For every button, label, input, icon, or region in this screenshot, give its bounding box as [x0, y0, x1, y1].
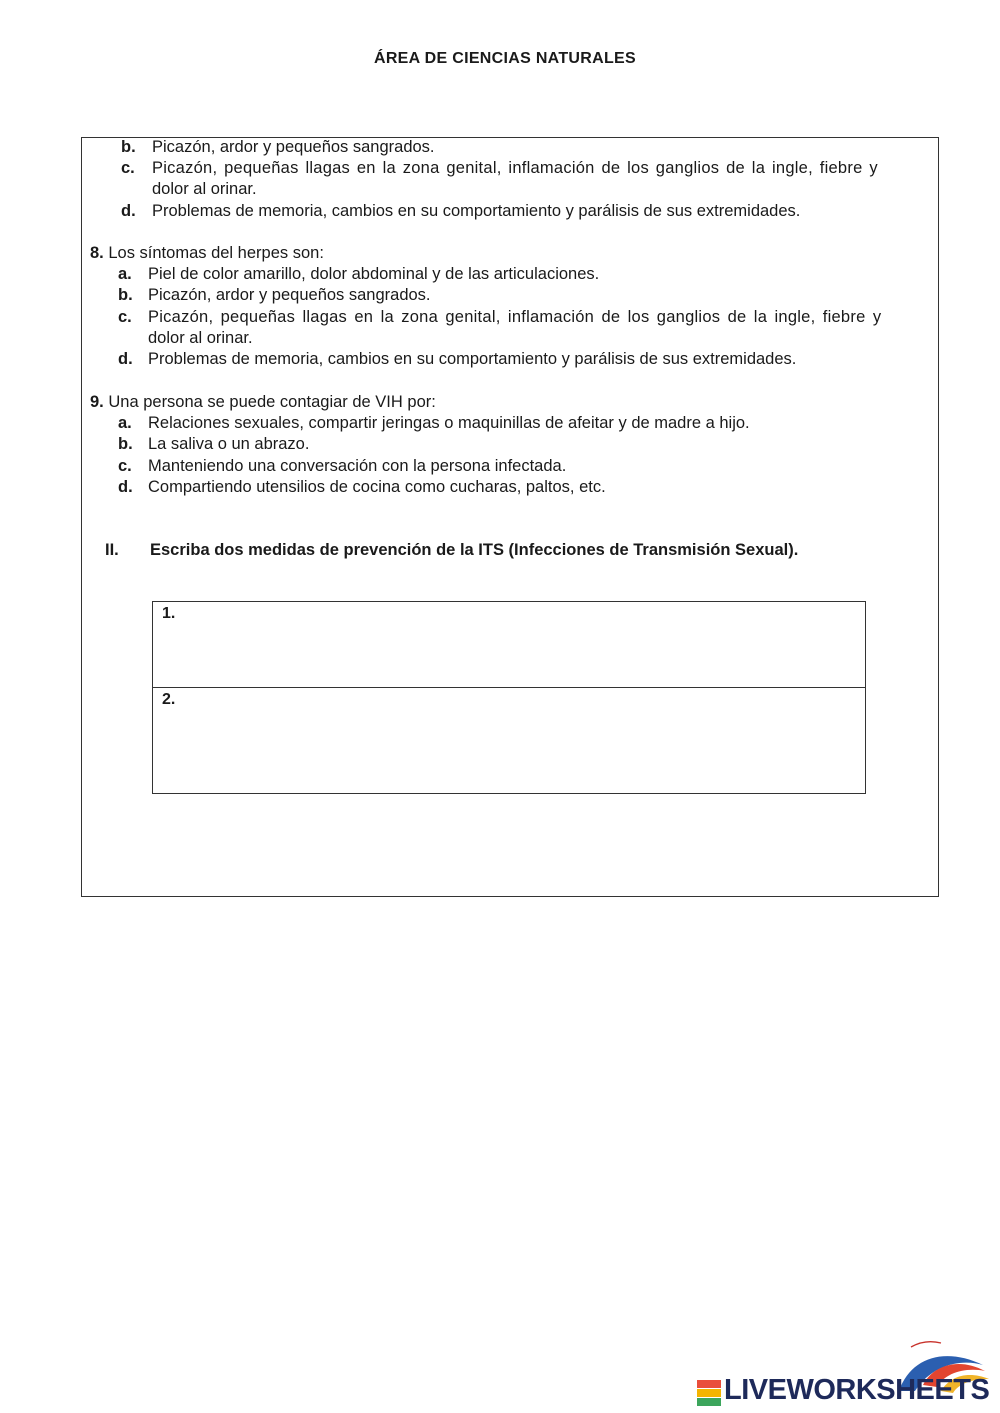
answer-label: 1. — [162, 605, 176, 622]
option-text: Problemas de memoria, cambios en su comportamiento y parálisis de sus extremidades. — [152, 202, 801, 220]
page-title: ÁREA DE CIENCIAS NATURALES — [373, 50, 637, 67]
section-title: Escriba dos medidas de prevención de la ITS (Infecciones de Transmisión Sexual). — [150, 541, 799, 559]
option-text-cont: dolor al orinar. — [148, 329, 253, 347]
option-letter: d. — [121, 202, 136, 220]
badge-bar-red — [697, 1380, 721, 1388]
option-text: Piel de color amarillo, dolor abdominal y de las articulaciones. — [148, 265, 600, 283]
option-letter: b. — [118, 286, 133, 304]
answer-field-1[interactable] — [153, 602, 865, 688]
option-text: Picazón, pequeñas llagas en la zona genital, inflamación de los ganglios de la ingle, fiebre y — [152, 159, 878, 177]
option-text: Picazón, ardor y pequeños sangrados. — [148, 286, 431, 304]
option-text: Picazón, pequeñas llagas en la zona genital, inflamación de los ganglios de la ingle, fiebre y — [148, 308, 882, 326]
option-letter: d. — [118, 350, 133, 368]
section-number: II. — [105, 541, 119, 559]
brand-wordmark: LIVEWORKSHEETS — [724, 1374, 990, 1406]
question-text: Los síntomas del herpes son: — [108, 244, 324, 262]
option-letter: a. — [118, 265, 132, 283]
option-text-cont: dolor al orinar. — [152, 180, 257, 198]
option-text: Picazón, ardor y pequeños sangrados. — [152, 138, 435, 156]
answer-table — [152, 601, 866, 794]
q8-question — [90, 243, 324, 264]
option-letter: c. — [118, 457, 132, 475]
option-text: Manteniendo una conversación con la persona infectada. — [148, 457, 567, 475]
option-letter: a. — [118, 414, 132, 432]
liveworksheets-logo — [697, 1373, 997, 1409]
option-text: Relaciones sexuales, compartir jeringas o maquinillas de afeitar y de madre a hijo. — [148, 414, 750, 432]
option-text: La saliva o un abrazo. — [148, 435, 310, 453]
option-letter: c. — [118, 308, 132, 326]
answer-field-2[interactable] — [153, 688, 865, 793]
option-letter: c. — [121, 159, 135, 177]
badge-bar-green — [697, 1398, 721, 1406]
option-letter: b. — [121, 138, 136, 156]
option-text: Compartiendo utensilios de cocina como cucharas, paltos, etc. — [148, 478, 606, 496]
option-text: Problemas de memoria, cambios en su comportamiento y parálisis de sus extremidades. — [148, 350, 797, 368]
question-text: Una persona se puede contagiar de VIH por: — [108, 393, 436, 411]
brand-badge-icon — [697, 1380, 721, 1406]
option-letter: b. — [118, 435, 133, 453]
badge-bar-yellow — [697, 1389, 721, 1397]
q9-question — [90, 392, 436, 413]
answer-label: 2. — [162, 691, 176, 708]
question-number: 8. — [90, 244, 104, 262]
option-letter: d. — [118, 478, 133, 496]
question-number: 9. — [90, 393, 104, 411]
